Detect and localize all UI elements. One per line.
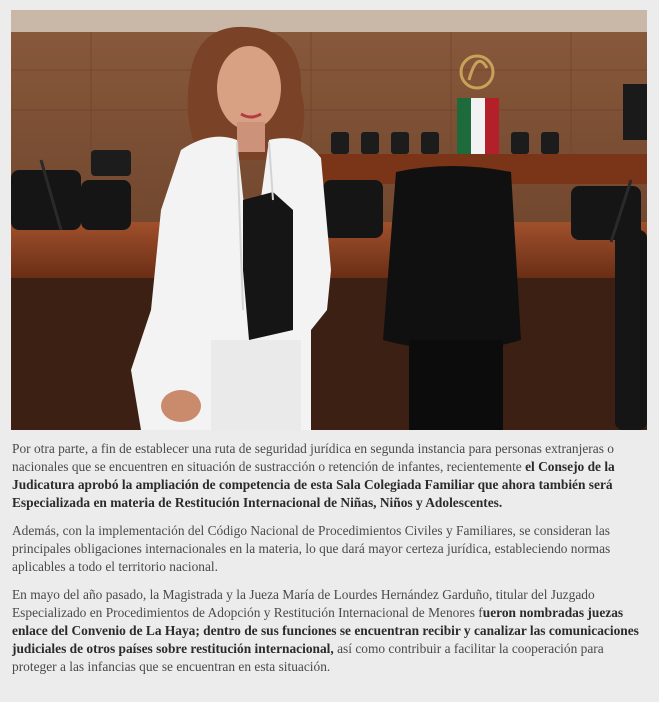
paragraph-3 xyxy=(12,586,647,676)
paragraph-1 xyxy=(12,440,647,512)
paragraph-3-text-b: así como contribuir a facilitar la cooperación para proteger a las infancias que se encuentran en esta situación. xyxy=(12,641,604,674)
paragraph-3-bold: ueron nombradas juezas enlace del Convenio de La Haya; dentro de sus funciones se encuentran recibir y canalizar las comunicaciones judiciales de otros países sobre restitución internacional, xyxy=(12,605,639,656)
paragraph-3-text-a: En mayo del año pasado, la Magistrada y la Jueza María de Lourdes Hernández Garduño, titular del Juzgado Especializado en Procedimientos de Adopción y Restitución Internacional de Menores f xyxy=(12,587,595,620)
paragraph-2: Además, con la implementación del Código Nacional de Procedimientos Civiles y Familiares, se consideran las principales obligaciones internacionales en la materia, lo que dará mayor certeza jurídica, estableciendo normas aplicables a todo el territorio nacional. xyxy=(12,523,611,574)
courtroom-photo xyxy=(11,10,647,430)
photo-illustration xyxy=(11,10,647,430)
paragraph-1-bold: el Consejo de la Judicatura aprobó la ampliación de competencia de esta Sala Colegiada Familiar que ahora también será Especializada en materia de Restitución Internacional de Niñas, Niños y Adolescentes. xyxy=(12,459,615,510)
article-body xyxy=(12,440,647,686)
paragraph-1-text: Por otra parte, a fin de establecer una ruta de seguridad jurídica en segunda instancia para personas extranjeras o nacionales que se encuentren en situación de sustracción o retención de infantes, recientemente xyxy=(12,441,614,474)
